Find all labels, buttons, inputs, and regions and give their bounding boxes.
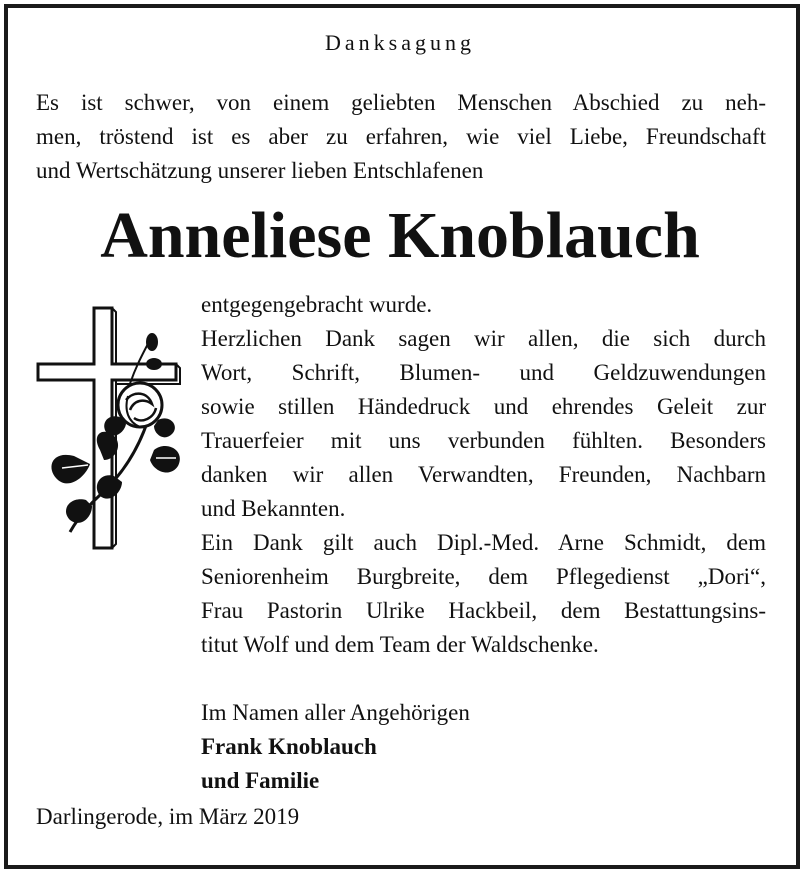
body-line: Seniorenheim Burgbreite, dem Pflegedienst „Dori“, bbox=[201, 564, 766, 589]
place-date: Darlingerode, im März 2019 bbox=[36, 804, 300, 829]
body-line: sowie stillen Händedruck und ehrendes Geleit zur bbox=[201, 394, 766, 419]
signoff-name: Frank Knoblauch bbox=[201, 734, 377, 759]
body-line: Trauerfeier mit uns verbunden fühlten. Besonders bbox=[201, 428, 766, 453]
notice-heading: Danksagung bbox=[325, 30, 475, 55]
body-line: Wort, Schrift, Blumen- und Geldzuwendungen bbox=[201, 360, 766, 385]
body-line: und Bekannten. bbox=[201, 496, 346, 521]
thanks-text bbox=[201, 288, 766, 798]
intro-line: und Wertschätzung unserer lieben Entschlafenen bbox=[36, 158, 484, 183]
body-line: Frau Pastorin Ulrike Hackbeil, dem Bestattungsins- bbox=[201, 598, 766, 623]
signoff bbox=[201, 696, 766, 798]
cross-with-rose-icon bbox=[30, 300, 190, 560]
deceased-name: Anneliese Knoblauch bbox=[100, 199, 700, 272]
body-line: Herzlichen Dank sagen wir allen, die sich durch bbox=[201, 326, 766, 351]
signoff-family: und Familie bbox=[201, 768, 320, 793]
intro-line: Es ist schwer, von einem geliebten Menschen Abschied zu neh- bbox=[36, 90, 766, 115]
body-line: danken wir allen Verwandten, Freunden, Nachbarn bbox=[201, 462, 766, 487]
body-line: entgegengebracht wurde. bbox=[201, 292, 433, 317]
signoff-line: Im Namen aller Angehörigen bbox=[201, 700, 470, 725]
intro-paragraph bbox=[36, 86, 766, 188]
acknowledgement-paragraph bbox=[201, 526, 766, 662]
intro-line: men, tröstend ist es aber zu erfahren, wie viel Liebe, Freundschaft bbox=[36, 124, 766, 149]
body-line: Ein Dank gilt auch Dipl.-Med. Arne Schmidt, dem bbox=[201, 530, 766, 555]
body-line: titut Wolf und dem Team der Waldschenke. bbox=[201, 632, 599, 657]
thanks-paragraph bbox=[201, 322, 766, 526]
